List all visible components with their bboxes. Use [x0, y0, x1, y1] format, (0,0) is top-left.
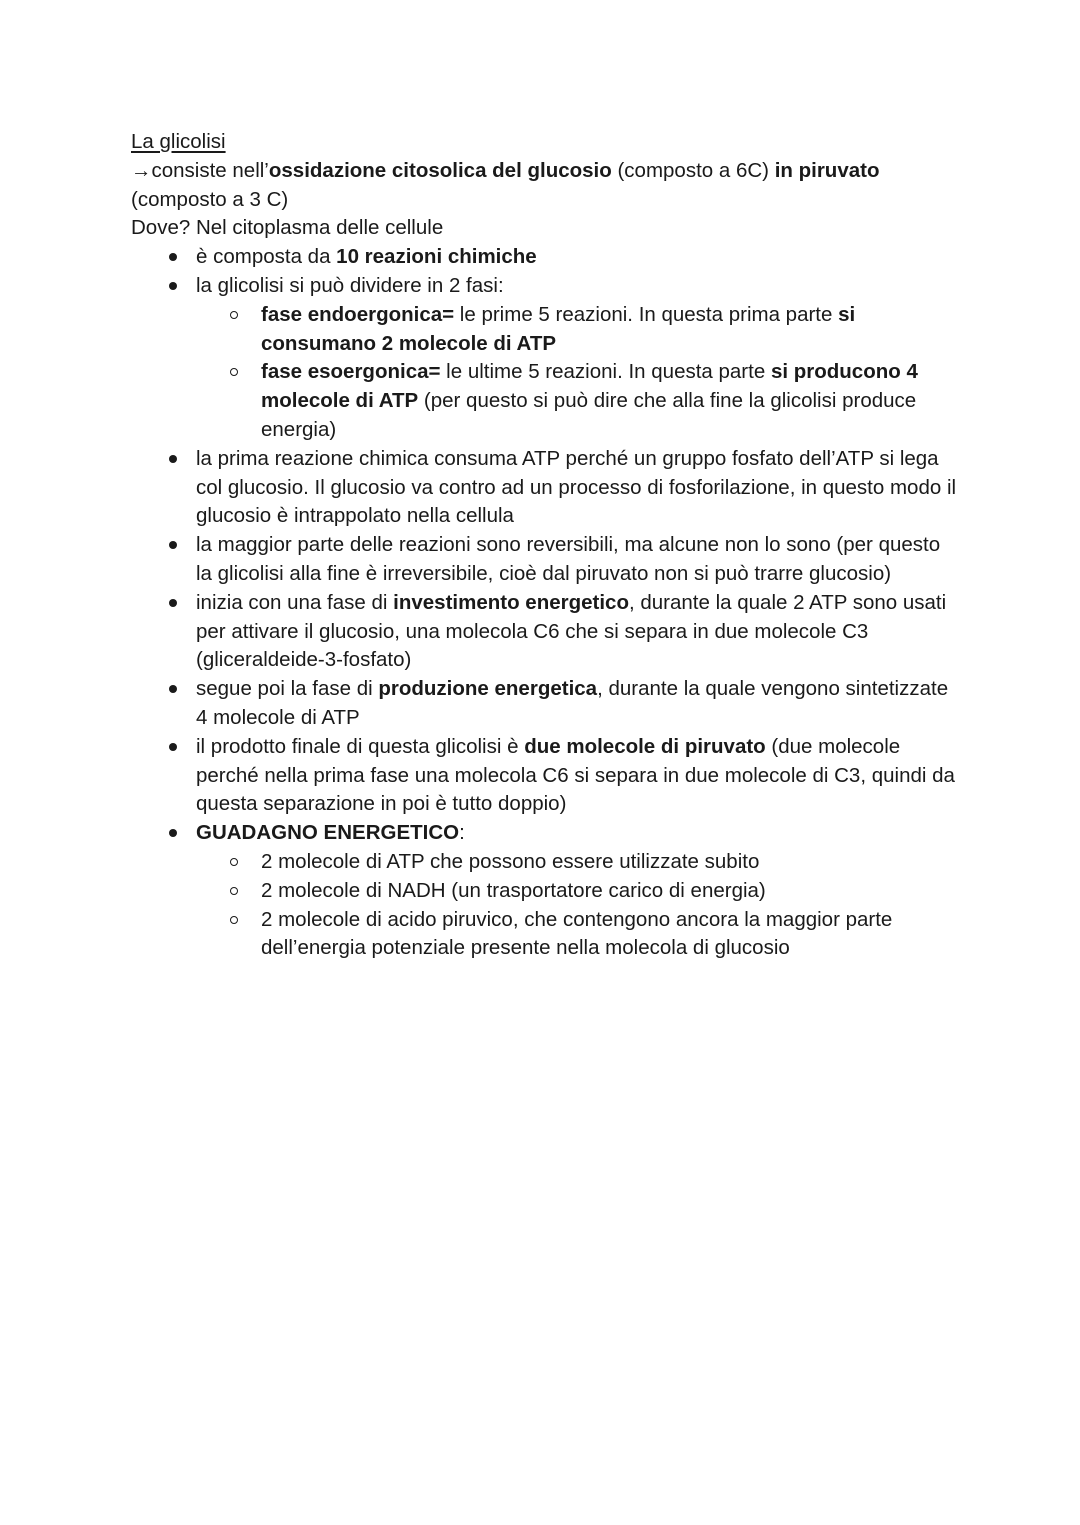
- document-body: [131, 128, 961, 963]
- list-item: la glicolisi si può dividere in 2 fasi:: [131, 272, 961, 301]
- arrow-symbol: →: [131, 158, 152, 182]
- sublist-item: fase endoergonica= le prime 5 reazioni. In questa prima parte si consumano 2 molecole di ATP: [196, 301, 961, 359]
- main-bullet-list-continued: [131, 445, 961, 848]
- list-item: segue poi la fase di produzione energetica, durante la quale vengono sintetizzate 4 molecole di ATP: [131, 675, 961, 733]
- sublist-item: fase esoergonica= le ultime 5 reazioni. In questa parte si producono 4 molecole di ATP (per questo si può dire che alla fine la glicolisi produce energia): [196, 358, 961, 444]
- sublist-item: 2 molecole di NADH (un trasportatore carico di energia): [196, 877, 961, 906]
- list-item: GUADAGNO ENERGETICO:: [131, 819, 961, 848]
- main-bullet-list: [131, 243, 961, 301]
- phases-sublist: [196, 301, 961, 445]
- document-title: La glicolisi: [131, 130, 226, 153]
- list-item: è composta da 10 reazioni chimiche: [131, 243, 961, 272]
- energy-gain-sublist: [196, 848, 961, 963]
- list-item: la maggior parte delle reazioni sono reversibili, ma alcune non lo sono (per questo la glicolisi alla fine è irreversibile, cioè dal piruvato non si può trarre glucosio): [131, 531, 961, 589]
- intro-paragraph: →consiste nell’ossidazione citosolica del glucosio (composto a 6C) in piruvato (composto a 3 C): [131, 158, 880, 211]
- sublist-item: 2 molecole di ATP che possono essere utilizzate subito: [196, 848, 961, 877]
- list-item: il prodotto finale di questa glicolisi è due molecole di piruvato (due molecole perché nella prima fase una molecola C6 si separa in due molecole di C3, quindi da questa separazione in poi è tutto doppio): [131, 733, 961, 819]
- sublist-item: 2 molecole di acido piruvico, che contengono ancora la maggior parte dell’energia potenziale presente nella molecola di glucosio: [196, 906, 961, 964]
- list-item: la prima reazione chimica consuma ATP perché un gruppo fosfato dell’ATP si lega col glucosio. Il glucosio va contro ad un processo di fosforilazione, in questo modo il glucosio è intrappolato nella cellula: [131, 445, 961, 531]
- list-item: inizia con una fase di investimento energetico, durante la quale 2 ATP sono usati per attivare il glucosio, una molecola C6 che si separa in due molecole C3 (gliceraldeide-3-fosfato): [131, 589, 961, 675]
- where-line: Dove? Nel citoplasma delle cellule: [131, 216, 444, 240]
